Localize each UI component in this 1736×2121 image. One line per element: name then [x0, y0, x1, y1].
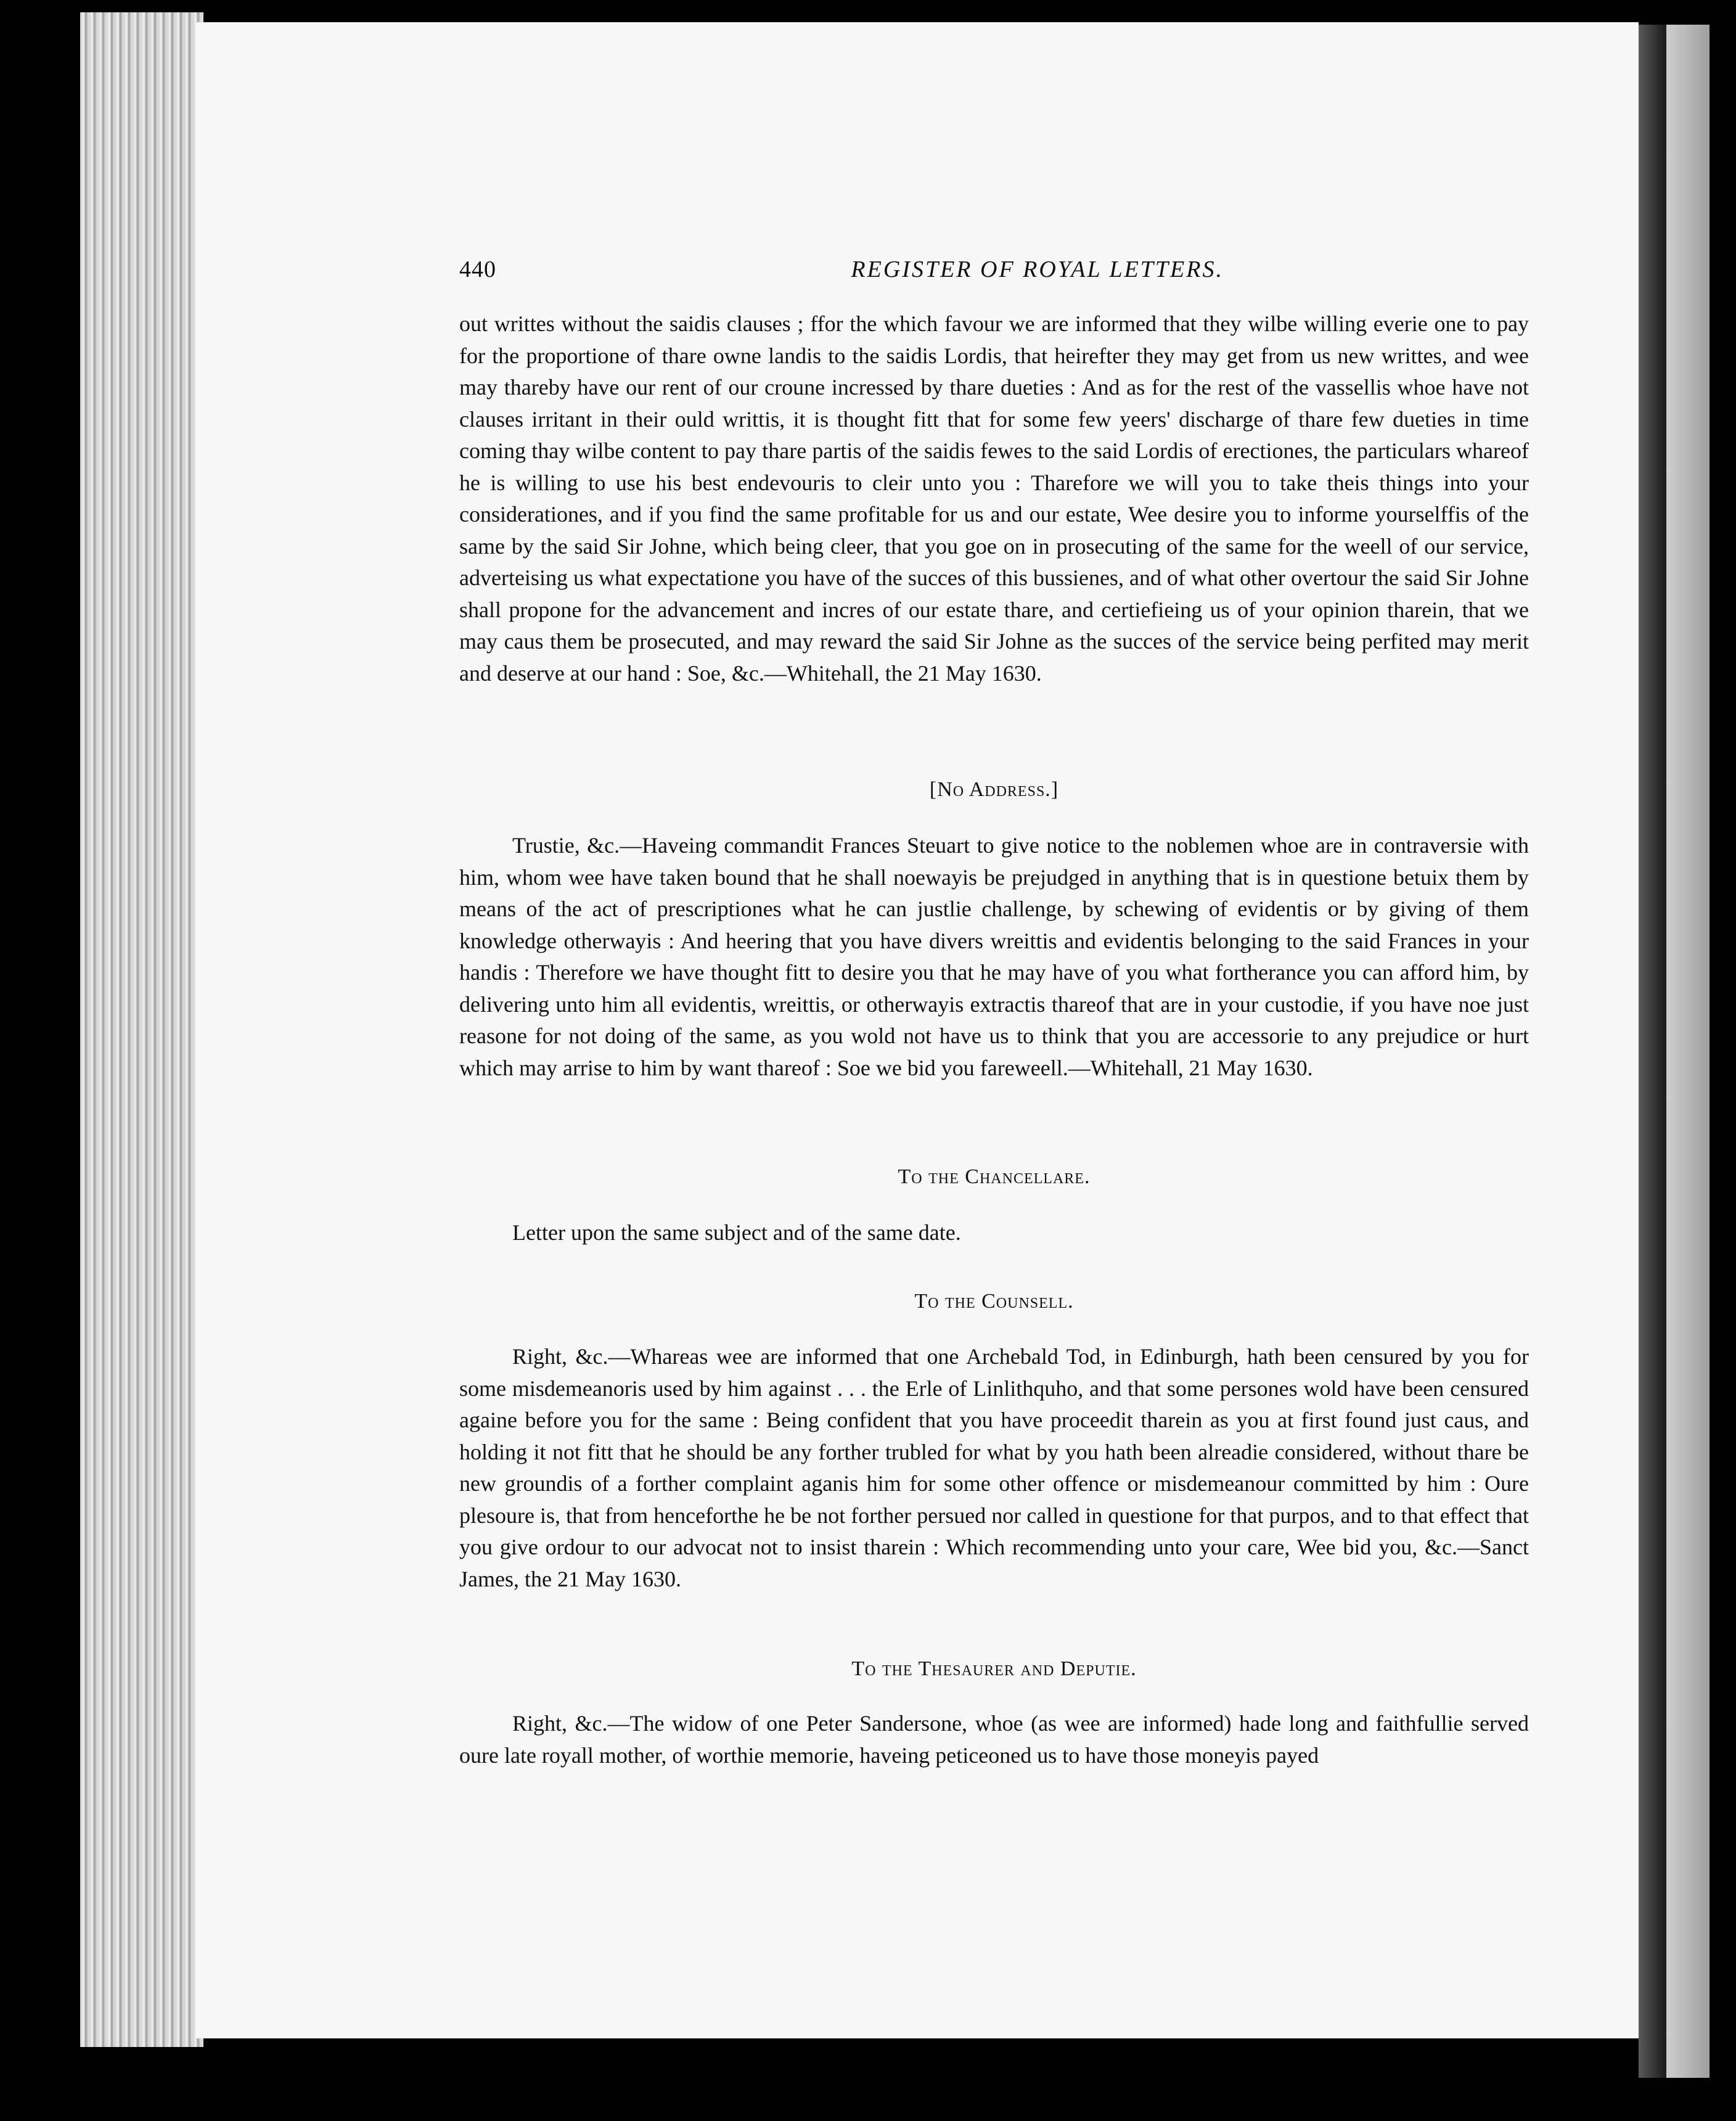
page-header [459, 256, 1224, 293]
section-heading: To the Thesaurer and Deputie. [851, 1657, 1137, 1680]
paragraph: Right, &c.—The widow of one Peter Sandersone, whoe (as wee are informed) hade long and faithfullie served oure late royall mother, of worthie memorie, haveing peticeoned us to have those moneyis payed [459, 1711, 1529, 1768]
letter-body [459, 1708, 1529, 1771]
section-heading: To the Chancellare. [898, 1165, 1091, 1188]
paragraph: Letter upon the same subject and of the same date. [512, 1220, 961, 1245]
section-heading: To the Counsell. [914, 1290, 1074, 1313]
letter-body-continued [459, 308, 1529, 689]
letter-body [459, 1217, 1529, 1249]
book-page-edges [80, 12, 203, 2047]
letter-body [459, 830, 1529, 1084]
running-head: REGISTER OF ROYAL LETTERS. [851, 256, 1224, 282]
page-number: 440 [459, 256, 496, 282]
paragraph: out writtes without the saidis clauses ; ffor the which favour we are informed that they wilbe willing everie one to pay for the proportione of thare owne landis to the saidis Lordis, that heirefter they may get from us new writtes, and wee may thareby have our rent of our croune incressed by thare dueties : And as for the rest of the vassellis whoe have not clauses irritant in their ould writtis, it is thought fitt that for some few yeers' discharge of thare few dueties in time coming thay wilbe content to pay thare partis of the saidis fewes to the said Lordis of erectiones, the particulars whareof he is willing to use his best endevouris to cleir unto you : Tharefore we will you to take theis things into your considerationes, and if you find the same profitable for us and our estate, Wee desire you to informe yourselffis of the same by the said Sir Johne, which being cleer, that you goe on in prosecuting of the same for the weell of our service, adverteising us what expectatione you have of the succes of this bussienes, and of what other overtour the said Sir Johne shall propone for the advancement and incres of our estate thare, and certiefieing us of your opinion tharein, that we may caus them be prosecuted, and may reward the said Sir Johne as the succes of the service being perfited may merit and deserve at our hand : Soe, &c.—Whitehall, the 21 May 1630. [459, 311, 1529, 686]
letter-body [459, 1341, 1529, 1595]
section-heading: [No Address.] [929, 778, 1059, 801]
gutter-shadow [1639, 25, 1666, 2078]
paragraph: Trustie, &c.—Haveing commandit Frances Steuart to give notice to the noblemen whoe are in contraversie with him, whom wee have taken bound that he shall noewayis be prejudged in anything that is in questione betuix them by means of the act of prescriptiones what he can justlie challenge, by schewing of evidentis or by giving of them knowledge otherwayis : And heering that you have divers wreittis and evidentis belonging to the said Frances in your handis : Therefore we have thought fitt to desire you that he may have of you what fortherance you can afford him, by delivering unto him all evidentis, wreittis, or otherwayis extractis thareof that are in your custodie, if you have noe just reasone for not doing of the same, as you wold not have us to think that you are accessorie to any prejudice or hurt which may arrise to him by want thareof : Soe we bid you fareweell.—Whitehall, 21 May 1630. [459, 833, 1529, 1080]
facing-page-edge [1666, 25, 1709, 2078]
paragraph: Right, &c.—Whareas wee are informed that one Archebald Tod, in Edinburgh, hath been censured by you for some misdemeanoris used by him against . . . the Erle of Linlithquho, and that some persones wold have been censured againe before you for the same : Being confident that you have proceedit tharein as you at first found just caus, and holding it not fitt that he should be any forther trubled for what by you hath been alreadie considered, without thare be new groundis of a forther complaint aganis him for some other offence or misdemeanour committed by him : Oure plesoure is, that from henceforthe he be not forther persued nor called in questione for that purpos, and to that effect that you give ordour to our advocat not to insist tharein : Which recommending unto your care, Wee bid you, &c.—Sanct James, the 21 May 1630. [459, 1344, 1529, 1591]
